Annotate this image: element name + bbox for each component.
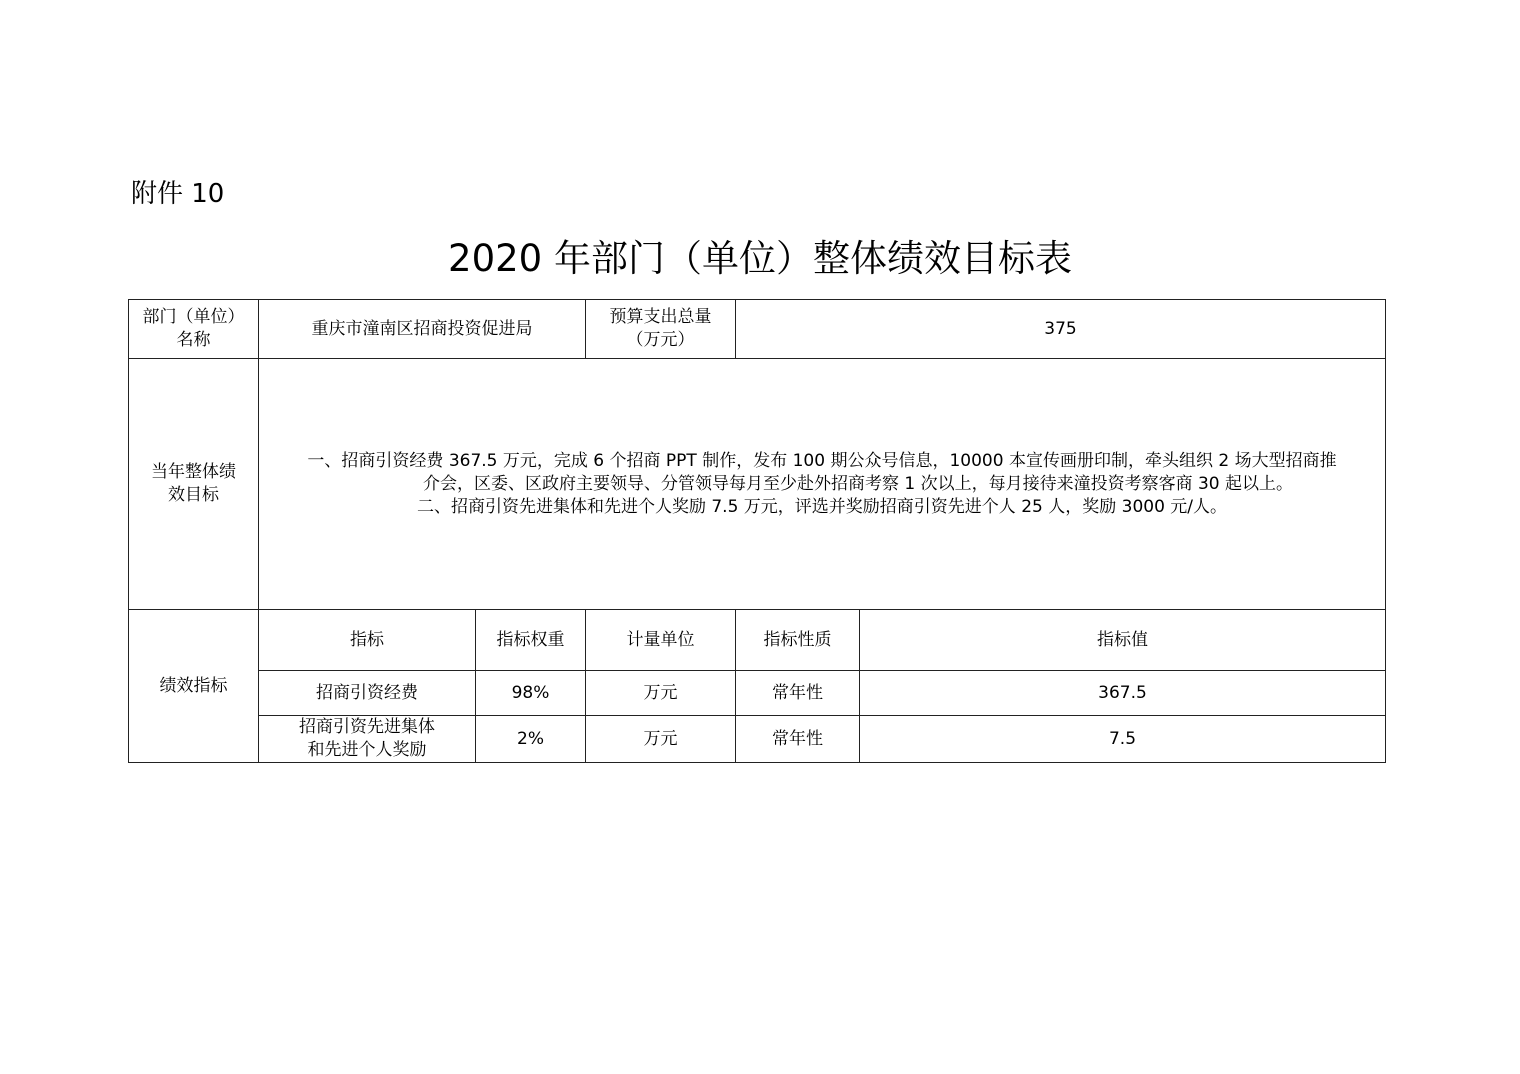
goal-label-line2: 效目标 bbox=[168, 485, 219, 505]
dept-label-cell bbox=[129, 300, 259, 359]
budget-value-cell: 375 bbox=[736, 300, 1386, 359]
column-header-nature: 指标性质 bbox=[736, 610, 860, 671]
column-header-unit: 计量单位 bbox=[586, 610, 736, 671]
goal-label-line1: 当年整体绩 bbox=[151, 462, 236, 482]
budget-label-line1: 预算支出总量 bbox=[609, 307, 712, 327]
dept-name-cell: 重庆市潼南区招商投资促进局 bbox=[259, 300, 586, 359]
indicator-unit: 万元 bbox=[586, 671, 736, 716]
budget-label-cell bbox=[586, 300, 736, 359]
indicator-weight: 98% bbox=[476, 671, 586, 716]
indicator-value: 367.5 bbox=[860, 671, 1386, 716]
dept-label-line1: 部门（单位） bbox=[142, 307, 245, 327]
table-row bbox=[129, 671, 1386, 716]
indicator-name-line2: 和先进个人奖励 bbox=[307, 740, 427, 760]
dept-label-line2: 名称 bbox=[176, 330, 211, 350]
indicator-unit: 万元 bbox=[586, 716, 736, 763]
page-title: 2020 年部门（单位）整体绩效目标表 bbox=[448, 237, 1072, 280]
performance-target-table bbox=[128, 299, 1386, 763]
indicator-nature: 常年性 bbox=[736, 716, 860, 763]
column-header-indicator: 指标 bbox=[259, 610, 476, 671]
goal-row bbox=[129, 359, 1386, 610]
goal-label-cell bbox=[129, 359, 259, 610]
goal-line-2: 介会，区委、区政府主要领导、分管领导每月至少赴外招商考察 1 次以上，每月接待来潼投资考察客商 30 起以上。 bbox=[422, 473, 1294, 494]
table-row bbox=[129, 716, 1386, 763]
indicator-name bbox=[259, 716, 476, 763]
budget-label-line2: （万元） bbox=[626, 330, 695, 350]
indicator-header-row bbox=[129, 610, 1386, 671]
header-row bbox=[129, 300, 1386, 359]
column-header-weight: 指标权重 bbox=[476, 610, 586, 671]
column-header-value: 指标值 bbox=[860, 610, 1386, 671]
indicator-name: 招商引资经费 bbox=[259, 671, 476, 716]
goal-text-cell bbox=[259, 359, 1386, 610]
indicator-name-line1: 招商引资先进集体 bbox=[299, 717, 435, 737]
goal-line-1: 一、招商引资经费 367.5 万元，完成 6 个招商 PPT 制作，发布 100 期公众号信息，10000 本宣传画册印制，牵头组织 2 场大型招商推 bbox=[307, 450, 1337, 471]
indicator-weight: 2% bbox=[476, 716, 586, 763]
indicator-nature: 常年性 bbox=[736, 671, 860, 716]
indicator-value: 7.5 bbox=[860, 716, 1386, 763]
attachment-label: 附件 10 bbox=[131, 179, 225, 209]
indicator-section-label: 绩效指标 bbox=[129, 610, 259, 763]
goal-line-3: 二、招商引资先进集体和先进个人奖励 7.5 万元，评选并奖励招商引资先进个人 25 人，奖励 3000 元/人。 bbox=[416, 496, 1228, 517]
